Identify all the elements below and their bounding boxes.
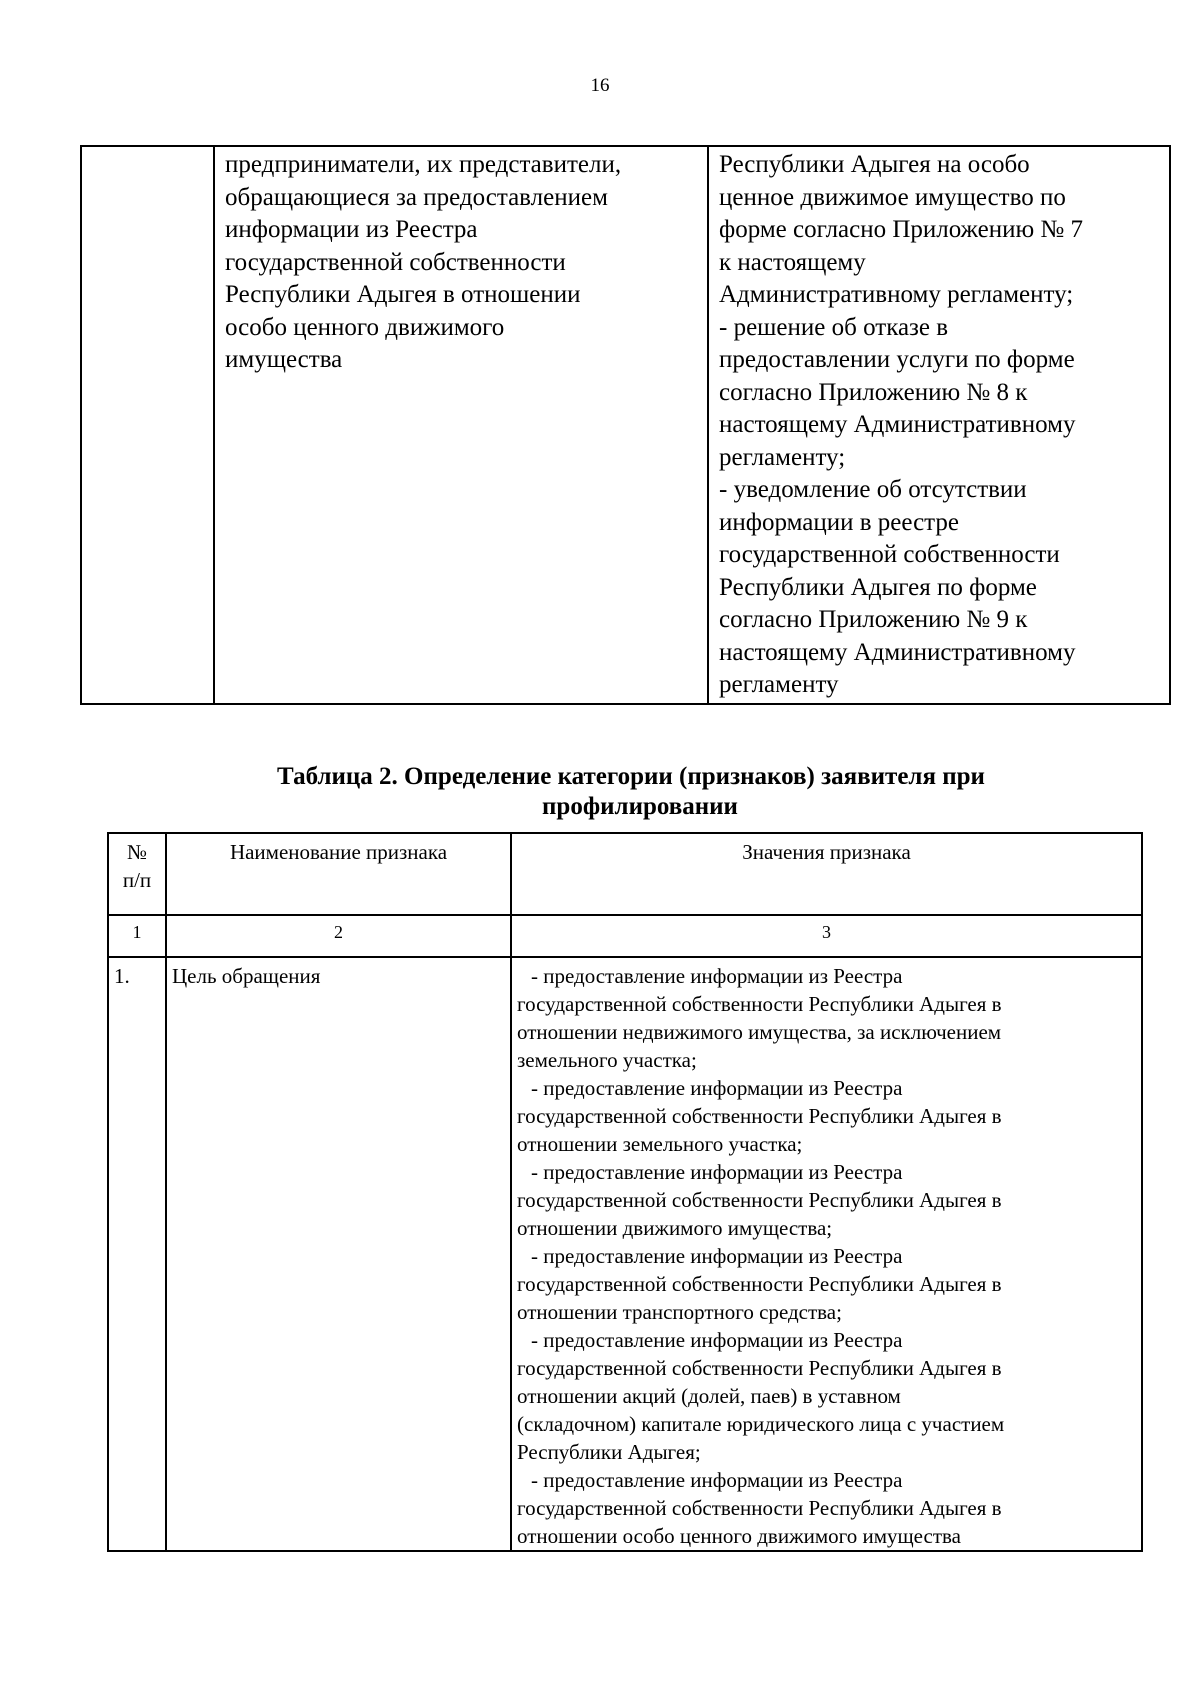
result-documents-line: регламенту; [719,443,846,471]
row-values-line: отношении движимого имущества; [517,1216,833,1240]
result-documents-line: согласно Приложению № 8 к [719,378,1028,406]
applicant-description-line: государственной собственности [225,248,566,276]
row-values-line: отношении акций (долей, паев) в уставном [517,1384,901,1408]
result-documents-line: настоящему Административному [719,411,1076,438]
row-values-line: - предоставление информации из Реестра [531,1160,903,1184]
table-row [108,957,1142,1551]
column-number-1: 1 [108,915,166,957]
table-header-row [108,833,1142,915]
row-values-line: государственной собственности Республики Адыгея в [517,1272,1002,1296]
applicant-description-line: информации из Реестра [225,216,478,243]
header-number-line2: п/п [122,868,152,892]
result-documents-line: информации в реестре [719,508,960,536]
row-values-line: - предоставление информации из Реестра [531,1244,903,1268]
row-number: 1. [108,957,166,1551]
row-values-line: государственной собственности Республики Адыгея в [517,992,1002,1016]
row-values-line: отношении транспортного средства; [517,1300,842,1324]
result-documents-line: настоящему Административному [719,638,1076,666]
row-values-line: Республики Адыгея; [517,1440,701,1464]
result-documents-line: предоставлении услуги по форме [719,346,1075,373]
row-values-line: государственной собственности Республики Адыгея в [517,1356,1002,1380]
applicant-description-line: предприниматели, их представители, [225,151,622,178]
row-values-line: отношении земельного участка; [517,1132,803,1156]
result-documents-lines [719,149,1163,702]
row-values-line: - предоставление информации из Реестра [531,1076,903,1100]
result-documents-line: форме согласно Приложению № 7 [719,216,1083,243]
applicant-description-line: обращающиеся за предоставлением [225,183,608,211]
row-values-line: государственной собственности Республики Адыгея в [517,1188,1002,1212]
header-number [108,833,166,915]
header-number-line1: № [126,840,148,864]
result-documents-line: ценное движимое имущество по [719,183,1066,211]
row-values [511,957,1142,1551]
column-numbers-row [108,915,1142,957]
table-caption-line2: профилировании [542,793,738,820]
row-values-line: - предоставление информации из Реестра [531,1328,903,1352]
row-values-line: государственной собственности Республики Адыгея в [517,1104,1002,1128]
result-documents-line: согласно Приложению № 9 к [719,606,1028,633]
table-caption-line1: Таблица 2. Определение категории (признаков) заявителя при [277,763,985,790]
result-documents-line: - решение об отказе в [719,313,949,341]
applicant-table-continuation [80,145,1171,705]
row-values-line: - предоставление информации из Реестра [531,1468,903,1492]
applicant-description-line: имущества [225,346,343,373]
result-documents-line: Административному регламенту; [719,281,1074,308]
result-documents-line: к настоящему [719,248,866,276]
row-values-line: (складочном) капитале юридического лица с участием [517,1412,1005,1436]
result-documents-line: Республики Адыгея по форме [719,573,1037,601]
row-values-lines [517,962,1136,1550]
row-values-line: отношении особо ценного движимого имущества [517,1524,961,1548]
row-values-line: государственной собственности Республики Адыгея в [517,1496,1002,1520]
table-cell-empty [81,146,214,704]
row-name: Цель обращения [166,957,511,1551]
row-values-line: отношении недвижимого имущества, за исключением [517,1020,1002,1044]
result-documents-cell [708,146,1170,704]
row-values-line: - предоставление информации из Реестра [531,964,903,988]
table-row [81,146,1170,704]
header-name: Наименование признака [166,833,511,915]
applicant-description-line: особо ценного движимого [225,313,505,341]
row-values-line: земельного участка; [517,1048,697,1072]
column-number-2: 2 [166,915,511,957]
header-values: Значения признака [511,833,1142,915]
result-documents-line: государственной собственности [719,541,1060,568]
result-documents-line: - уведомление об отсутствии [719,476,1027,503]
profiling-table [107,832,1143,1552]
applicant-description-lines [225,149,701,377]
result-documents-line: регламенту [719,671,839,698]
page-number: 16 [590,75,610,96]
applicant-description-cell [214,146,708,704]
column-number-3: 3 [511,915,1142,957]
result-documents-line: Республики Адыгея на особо [719,151,1030,178]
applicant-description-line: Республики Адыгея в отношении [225,281,581,308]
